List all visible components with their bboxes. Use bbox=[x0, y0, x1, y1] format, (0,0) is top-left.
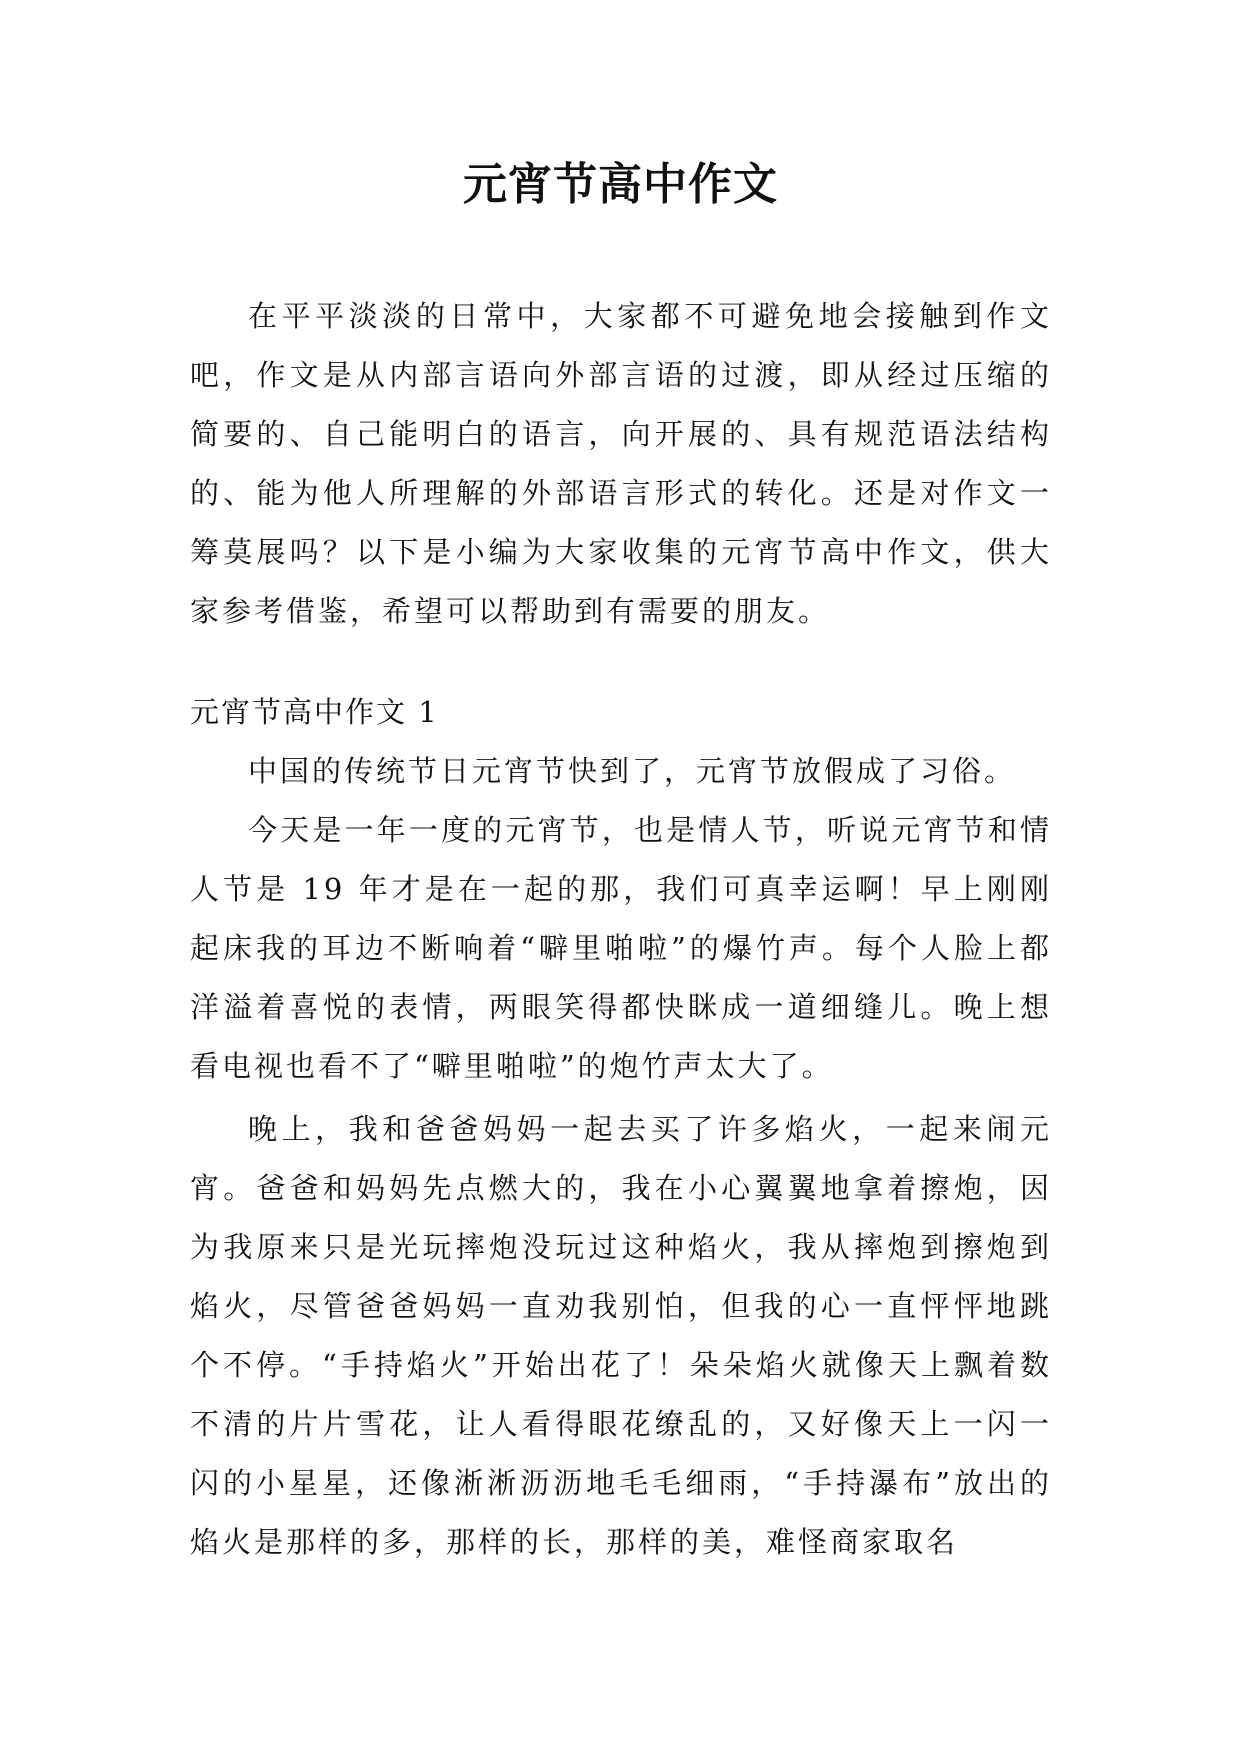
body-paragraph-2: 今天是一年一度的元宵节，也是情人节，听说元宵节和情人节是 19 年才是在一起的那，我们可真幸运啊！早上刚刚起床我的耳边不断响着“噼里啪啦”的爆竹声。每个人脸上都洋溢着喜悦的表情，两眼笑得都快眯成一道细缝儿。晚上想看电视也看不了“噼里啪啦”的炮竹声太大了。 bbox=[190, 813, 1052, 1083]
section-heading: 元宵节高中作文 1 bbox=[190, 695, 439, 729]
document-body bbox=[190, 287, 1052, 1572]
document-title: 元宵节高中作文 bbox=[463, 159, 778, 210]
body-paragraph-1: 中国的传统节日元宵节快到了，元宵节放假成了习俗。 bbox=[248, 754, 1017, 788]
body-paragraph-3: 晚上，我和爸爸妈妈一起去买了许多焰火，一起来闹元宵。爸爸和妈妈先点燃大的，我在小心翼翼地拿着擦炮，因为我原来只是光玩摔炮没玩过这种焰火，我从摔炮到擦炮到焰火，尽管爸爸妈妈一直劝我别怕，但我的心一直怦怦地跳个不停。“手持焰火”开始出花了！朵朵焰火就像天上飘着数不清的片片雪花，让人看得眼花缭乱的，又好像天上一闪一闪的小星星，还像淅淅沥沥地毛毛细雨，“手持瀑布”放出的焰火是那样的多，那样的长，那样的美，难怪商家取名 bbox=[190, 1112, 1052, 1559]
intro-paragraph: 在平平淡淡的日常中，大家都不可避免地会接触到作文吧，作文是从内部言语向外部言语的过渡，即从经过压缩的简要的、自己能明白的语言，向开展的、具有规范语法结构的、能为他人所理解的外部语言形式的转化。还是对作文一筹莫展吗？以下是小编为大家收集的元宵节高中作文，供大家参考借鉴，希望可以帮助到有需要的朋友。 bbox=[190, 299, 1052, 628]
